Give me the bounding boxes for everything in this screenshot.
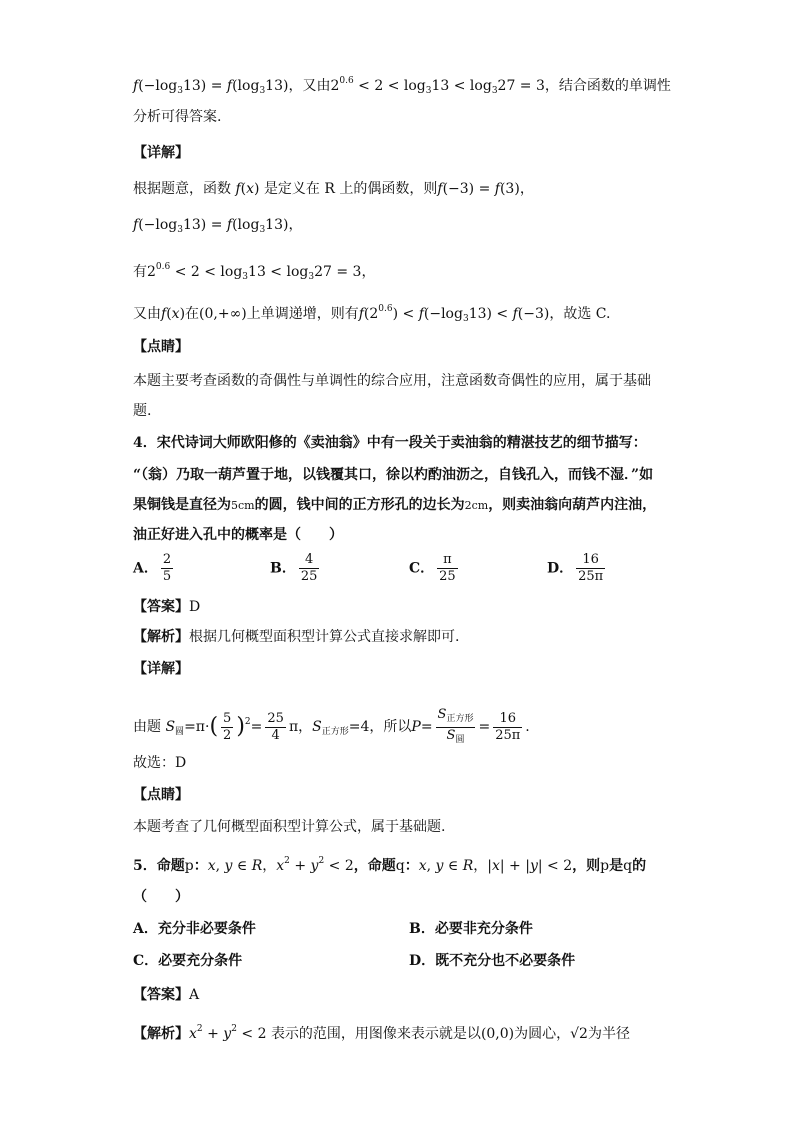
var-p: p: [600, 858, 610, 874]
note-line-1: 本题主要考查函数的奇偶性与单调性的综合应用，注意函数奇偶性的应用，属于基础: [133, 373, 651, 389]
math-inequality: $f(2^{0.6}) < f(-\log_313) < f(-3)$: [358, 304, 550, 324]
text: 果铜钱是直径为: [133, 497, 231, 513]
text: ，故选 C.: [549, 306, 611, 322]
solution-line-4: [133, 214, 664, 241]
text: 的: [632, 858, 647, 874]
fraction: [437, 552, 458, 585]
math-expression: $x^2 + y^2 < 2$: [189, 1024, 271, 1042]
text: 上单调递增，则有: [246, 306, 359, 322]
text: ，又由: [288, 78, 331, 94]
math-inequality: $2^{0.6} < 2 < \log_313 < \log_327 = 3$: [147, 262, 362, 282]
math-equation: f(−3) = f(3): [437, 181, 520, 197]
math-circle-area: $S_圆=\pi\cdot$( $\frac{5}{2}$ )$^2$= $\frac{25}{4}$ π: [165, 710, 299, 743]
text: 上的偶函数，则: [339, 181, 438, 197]
numerator: 16: [582, 552, 599, 567]
side-value: 2cm: [464, 499, 489, 512]
math-point: (0,0): [480, 1026, 515, 1042]
option-a: [133, 552, 176, 585]
solution-line-1: [133, 70, 671, 102]
option-d: [547, 552, 608, 585]
text: ：: [193, 858, 208, 874]
fraction: [161, 552, 173, 585]
solution-line-2: 分析可得答案.: [133, 109, 222, 125]
fraction: [299, 552, 320, 585]
answer-value: D: [189, 599, 201, 615]
analysis-tag: 【解析】: [133, 629, 189, 645]
text: 5．命题: [133, 858, 185, 874]
question-4-line-4: 油正好进入孔中的概率是（ ）: [133, 527, 343, 543]
note-line-2: 题.: [133, 403, 152, 419]
option-label: D．: [547, 560, 574, 577]
detail-heading-2: 【详解】: [133, 661, 189, 677]
math-expression: $f(-\log_313) = f(\log_313)$: [133, 78, 289, 96]
answer-tag: 【答案】: [133, 599, 189, 615]
diameter-value: 5cm: [231, 499, 255, 512]
answer-line-5: [133, 984, 664, 1006]
solution-line-5: [133, 256, 664, 288]
option-label: A．: [133, 560, 158, 577]
text: ：: [404, 858, 419, 874]
text: ，命题: [353, 858, 396, 874]
math-inequality: $2^{0.6} < 2 < \log_313 < \log_327 = 3$: [330, 76, 545, 96]
text: 在: [185, 306, 200, 322]
text: ，所以: [369, 719, 412, 735]
question-4-line-2: “（翁）乃取一葫芦置于地，以钱覆其口，徐以杓酌油沥之，自钱孔入，而钱不湿．”如: [133, 467, 654, 483]
text: ，则: [572, 858, 601, 874]
text: 由题: [133, 719, 161, 735]
answer-tag: 【答案】: [133, 987, 189, 1003]
question-4-line-3: [133, 494, 664, 517]
solution-q4: [133, 700, 664, 754]
math-fx: f(x): [235, 181, 264, 197]
option-label: B．: [270, 560, 296, 577]
text: ，结合函数的单调性: [544, 78, 671, 94]
solution-line-3: [133, 178, 664, 200]
question-5-line-1: [133, 850, 664, 877]
analysis-line: [133, 626, 664, 648]
fraction: [576, 552, 605, 585]
question-4-line-1: 4．宋代诗词大师欧阳修的《卖油翁》中有一段关于卖油翁的精湛技艺的细节描写：: [133, 435, 647, 451]
denominator: 25π: [578, 569, 604, 584]
option-b: [270, 552, 322, 585]
math-expression: $f(-\log_313) = f(\log_313)$，: [133, 217, 303, 235]
note-q4: 本题考查了几何概型面积型计算公式，属于基础题.: [133, 819, 446, 835]
var-q: q: [395, 858, 405, 874]
option-b: B．必要非充分条件: [409, 921, 533, 937]
var-q: q: [623, 858, 633, 874]
numerator: π: [443, 552, 452, 567]
denominator: 5: [162, 569, 172, 584]
math-cond-1: x, y ∈ R，$x^2 + y^2 < 2$: [207, 856, 354, 874]
choice-line: 故选：D: [133, 755, 187, 771]
math-R: R: [319, 181, 340, 197]
math-square-area: ，$S_{正方形}=4$: [298, 719, 370, 737]
note-heading: 【点睛】: [133, 339, 189, 355]
question-5-line-2: （ ）: [133, 889, 189, 905]
denominator: 25: [300, 569, 318, 584]
analysis-line-5: [133, 1018, 664, 1045]
text: 为圆心，: [514, 1026, 571, 1042]
text: 的圆，钱中间的正方形孔的边长为: [254, 497, 465, 513]
detail-heading: 【详解】: [133, 145, 189, 161]
text: 是定义在: [263, 181, 320, 197]
text: ，: [519, 181, 534, 197]
math-probability: P= $\frac{S_{正方形}}{S_圆}$ = $\frac{16}{25\pi}$: [411, 719, 525, 735]
numerator: 4: [304, 552, 314, 567]
math-radius: √2: [570, 1026, 588, 1042]
note-heading-2: 【点睛】: [133, 787, 189, 803]
text: ，: [361, 264, 376, 280]
denominator: 25: [439, 569, 456, 584]
math-cond-2: x, y ∈ R，|x| + |y| < 2: [418, 858, 573, 874]
answer-line: [133, 596, 664, 618]
option-label: C．: [409, 560, 435, 577]
math-interval: (0,+∞): [199, 306, 247, 322]
option-a: A．充分非必要条件: [133, 921, 256, 937]
option-c: C．必要充分条件: [133, 953, 243, 969]
text: 表示的范围，用图像来表示就是以: [270, 1026, 481, 1042]
answer-value: A: [189, 987, 200, 1003]
analysis-text: 根据几何概型面积型计算公式直接求解即可.: [189, 629, 460, 645]
solution-line-6: [133, 298, 664, 330]
option-c: [409, 552, 461, 585]
var-p: p: [184, 858, 194, 874]
text: 根据题意，函数: [133, 181, 231, 197]
text: ，则卖油翁向葫芦内注油，: [488, 497, 657, 513]
analysis-tag: 【解析】: [133, 1026, 189, 1042]
option-d: D．既不充分也不必要条件: [409, 953, 576, 969]
numerator: 2: [162, 552, 172, 567]
text: .: [525, 719, 530, 735]
text: 有: [133, 264, 147, 280]
text: 是: [609, 858, 624, 874]
text: 为半径: [587, 1026, 630, 1042]
text: 又由: [133, 306, 161, 322]
math-fx: f(x): [161, 306, 186, 322]
